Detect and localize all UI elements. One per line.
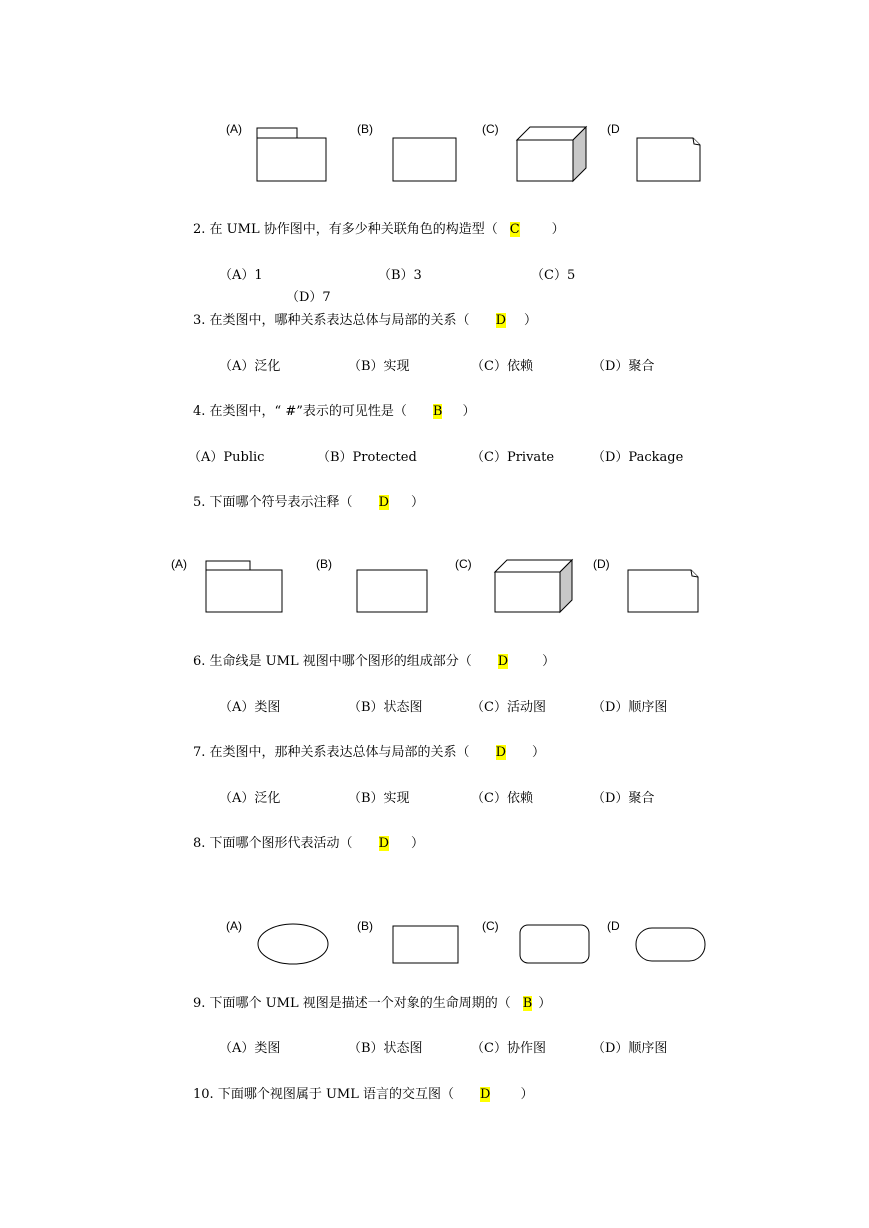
option-b: （B）实现 bbox=[348, 791, 410, 806]
figure-label-a: (A) bbox=[226, 122, 242, 136]
answer-highlight: B bbox=[522, 996, 533, 1011]
question-text: 在类图中，那种关系表达总体与局部的关系（ bbox=[209, 745, 470, 760]
option-d: （D）Package bbox=[592, 450, 684, 465]
figure-label-b: (B) bbox=[357, 122, 373, 136]
answer-highlight: B bbox=[432, 404, 443, 419]
question-5 bbox=[193, 495, 424, 511]
question-text: 在类图中，哪种关系表达总体与局部的关系（ bbox=[209, 313, 470, 328]
question-2 bbox=[193, 222, 565, 238]
note-shape bbox=[636, 137, 702, 183]
question-close: ） bbox=[524, 313, 538, 328]
question-text: 下面哪个视图属于 UML 语言的交互图（ bbox=[217, 1087, 454, 1102]
figure-label-c: (C) bbox=[482, 919, 499, 933]
option-c: （C）5 bbox=[531, 268, 576, 283]
question-close: ） bbox=[542, 654, 556, 669]
question-close: ） bbox=[532, 745, 546, 760]
question-6 bbox=[193, 654, 555, 670]
question-close: ） bbox=[411, 836, 425, 851]
question-3 bbox=[193, 313, 537, 329]
answer-highlight: D bbox=[495, 745, 506, 760]
option-c: （C）依赖 bbox=[471, 359, 533, 374]
package-shape bbox=[205, 560, 284, 614]
note-shape bbox=[627, 569, 700, 614]
question-4 bbox=[193, 404, 475, 420]
ellipse-shape bbox=[257, 924, 330, 966]
question-number: 4. bbox=[193, 404, 206, 419]
question-9 bbox=[193, 996, 551, 1012]
rectangle-shape bbox=[392, 137, 458, 183]
figure-label-a: (A) bbox=[171, 557, 187, 571]
question-10 bbox=[193, 1087, 533, 1103]
question-number: 6. bbox=[193, 654, 206, 669]
figure-label-d: (D bbox=[607, 919, 620, 933]
figure-label-c: (C) bbox=[455, 557, 472, 571]
option-d: （D）7 bbox=[286, 290, 331, 305]
answer-highlight: C bbox=[509, 222, 520, 237]
question-number: 5. bbox=[193, 495, 206, 510]
option-d: （D）顺序图 bbox=[592, 700, 668, 715]
option-a: （A）类图 bbox=[219, 1041, 281, 1056]
activity-state-shape bbox=[635, 927, 707, 963]
option-b: （B）状态图 bbox=[348, 700, 423, 715]
question-close: ） bbox=[462, 404, 476, 419]
figure-label-d: (D) bbox=[593, 557, 610, 571]
option-b: （B）Protected bbox=[317, 450, 417, 465]
option-c: （C）依赖 bbox=[471, 791, 533, 806]
option-b: （B）实现 bbox=[348, 359, 410, 374]
question-number: 2. bbox=[193, 222, 206, 237]
option-b: （B）状态图 bbox=[348, 1041, 423, 1056]
question-close: ） bbox=[538, 996, 552, 1011]
question-8 bbox=[193, 836, 424, 852]
option-b: （B）3 bbox=[378, 268, 422, 283]
question-number: 3. bbox=[193, 313, 206, 328]
question-number: 10. bbox=[193, 1087, 214, 1102]
option-c: （C）协作图 bbox=[471, 1041, 546, 1056]
question-number: 7. bbox=[193, 745, 206, 760]
option-d: （D）聚合 bbox=[592, 791, 655, 806]
question-text: 在 UML 协作图中，有多少种关联角色的构造型（ bbox=[209, 222, 498, 237]
answer-highlight: D bbox=[378, 836, 389, 851]
question-number: 9. bbox=[193, 996, 206, 1011]
figure-label-d: (D bbox=[607, 122, 620, 136]
figure-label-b: (B) bbox=[316, 557, 332, 571]
question-text: 在类图中，“ #”表示的可见性是（ bbox=[209, 404, 407, 419]
figure-label-b: (B) bbox=[357, 919, 373, 933]
option-c: （C）活动图 bbox=[471, 700, 546, 715]
answer-highlight: D bbox=[495, 313, 506, 328]
answer-highlight: D bbox=[480, 1087, 491, 1102]
question-text: 下面哪个图形代表活动（ bbox=[209, 836, 353, 851]
question-close: ） bbox=[551, 222, 565, 237]
package-shape bbox=[256, 127, 328, 183]
question-close: ） bbox=[520, 1087, 534, 1102]
rectangle-shape bbox=[356, 569, 429, 614]
option-a: （A）Public bbox=[188, 450, 265, 465]
cube-shape bbox=[516, 126, 588, 183]
option-a: （A）泛化 bbox=[219, 359, 281, 374]
option-a: （A）1 bbox=[219, 268, 263, 283]
question-text: 生命线是 UML 视图中哪个图形的组成部分（ bbox=[209, 654, 472, 669]
cube-shape bbox=[494, 559, 574, 614]
question-text: 下面哪个 UML 视图是描述一个对象的生命周期的（ bbox=[209, 996, 511, 1011]
figure-label-c: (C) bbox=[482, 122, 499, 136]
question-close: ） bbox=[411, 495, 425, 510]
option-d: （D）顺序图 bbox=[592, 1041, 668, 1056]
answer-highlight: D bbox=[497, 654, 509, 669]
option-c: （C）Private bbox=[471, 450, 555, 465]
question-number: 8. bbox=[193, 836, 206, 851]
option-a: （A）泛化 bbox=[219, 791, 281, 806]
question-7 bbox=[193, 745, 545, 761]
option-d: （D）聚合 bbox=[592, 359, 655, 374]
question-text: 下面哪个符号表示注释（ bbox=[209, 495, 353, 510]
rounded-rectangle-shape bbox=[519, 924, 591, 965]
option-a: （A）类图 bbox=[219, 700, 281, 715]
answer-highlight: D bbox=[378, 495, 389, 510]
figure-label-a: (A) bbox=[226, 919, 242, 933]
rectangle-shape bbox=[392, 925, 460, 965]
